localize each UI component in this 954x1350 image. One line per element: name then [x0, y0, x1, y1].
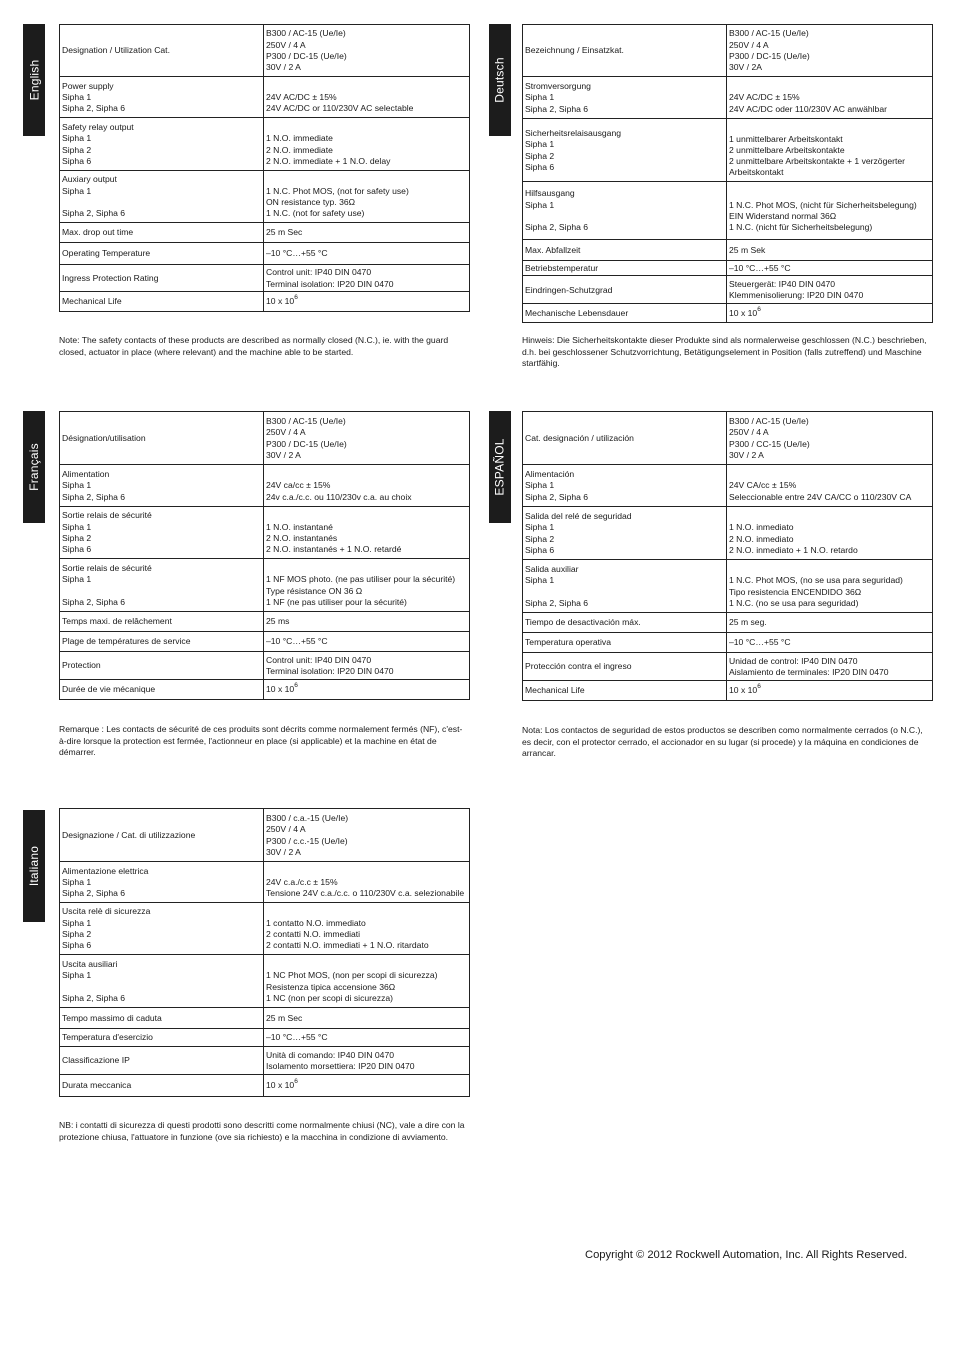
language-tab-english: [23, 24, 45, 136]
spec-value: 25 m Sec: [264, 223, 470, 243]
spec-value: [264, 680, 470, 700]
spec-label: Auxiary output Sipha 1 Sipha 2, Sipha 6: [60, 171, 264, 223]
spec-value: [727, 304, 933, 323]
spec-label: Plage de températures de service: [60, 632, 264, 652]
mechanical-life-base: 10 x 10: [266, 296, 295, 307]
spec-value: 1 N.O. inmediato 2 N.O. inmediato 2 N.O. inmediato + 1 N.O. retardo: [727, 507, 933, 560]
table-row: [60, 652, 470, 680]
language-tab-label: Deutsch: [493, 57, 508, 103]
mechanical-life-base: 10 x 10: [266, 684, 295, 695]
spec-label: Durata meccanica: [60, 1075, 264, 1097]
mechanical-life-base: 10 x 10: [729, 308, 758, 319]
spec-value: [264, 1075, 470, 1097]
table-row: [60, 955, 470, 1008]
spec-label: Max. Abfallzeit: [523, 240, 727, 261]
spec-value: 25 ms: [264, 612, 470, 632]
table-row: [523, 633, 933, 653]
spec-label: Classificazione IP: [60, 1047, 264, 1075]
spec-label: Sortie relais de sécurité Sipha 1 Sipha 2, Sipha 6: [60, 559, 264, 612]
language-tab-label: Français: [27, 443, 41, 491]
table-row: [60, 612, 470, 632]
spec-value: –10 °C…+55 °C: [264, 632, 470, 652]
language-tab-espanol: [489, 411, 511, 523]
spec-value: –10 °C…+55 °C: [727, 633, 933, 653]
spec-value: –10 °C…+55 °C: [264, 243, 470, 265]
spec-label: Stromversorgung Sipha 1 Sipha 2, Sipha 6: [523, 77, 727, 119]
spec-label: Tempo massimo di caduta: [60, 1008, 264, 1029]
spec-label: Eindringen-Schutzgrad: [523, 276, 727, 304]
safety-note: Nota: Los contactos de seguridad de estos productos se describen como normalmente cerrados (o N.C.), es decir, con el protector cerrado, el accionador en su lugar (si procede) y la máquina en condiciones de arrancar.: [522, 725, 923, 758]
table-row: [60, 862, 470, 903]
spec-label: Max. drop out time: [60, 223, 264, 243]
spec-value: 24V AC/DC ± 15% 24V AC/DC or 110/230V AC selectable: [264, 77, 470, 118]
spec-value: Unità di comando: IP40 DIN 0470 Isolamento morsettiera: IP20 DIN 0470: [264, 1047, 470, 1075]
table-row: [60, 1075, 470, 1097]
table-row: [60, 243, 470, 265]
spec-label: Salida auxiliar Sipha 1 Sipha 2, Sipha 6: [523, 560, 727, 613]
safety-note: NB: i contatti di sicurezza di questi prodotti sono descritti come normalmente chiusi (NC), vale a dire con la protezione chiusa, l'attuatore in funzione (ove sia richiesto) e la macchina in condizione di avviamento.: [59, 1120, 465, 1142]
table-row: [60, 292, 470, 312]
spec-label: Temps maxi. de relâchement: [60, 612, 264, 632]
table-row: [60, 507, 470, 559]
table-row: [523, 465, 933, 507]
table-row: [60, 1008, 470, 1029]
table-row: [60, 118, 470, 171]
spec-value: 1 N.O. instantané 2 N.O. instantanés 2 N.O. instantanés + 1 N.O. retardé: [264, 507, 470, 559]
table-row: [523, 240, 933, 261]
language-tab-label: English: [27, 59, 42, 101]
spec-label: Hilfsausgang Sipha 1 Sipha 2, Sipha 6: [523, 182, 727, 240]
spec-label: Mechanical Life: [523, 681, 727, 701]
table-row: [523, 653, 933, 681]
spec-label: Sortie relais de sécurité Sipha 1 Sipha 2 Sipha 6: [60, 507, 264, 559]
spec-value: 1 NF MOS photo. (ne pas utiliser pour la sécurité) Type résistance ON 36 Ω 1 NF (ne pas utiliser pour la sécurité): [264, 559, 470, 612]
table-row: [60, 809, 470, 862]
safety-note: Hinweis: Die Sicherheitskontakte dieser Produkte sind als normalerweise geschlossen (N.C.) beschrieben, d.h. bei geschlossener Schutzvorrichtung, Betätigungselement in Position (falls zutreffend) und Maschine startfähig.: [522, 335, 927, 368]
table-row: [60, 632, 470, 652]
spec-value: 24V CA/cc ± 15% Seleccionable entre 24V CA/CC o 110/230V CA: [727, 465, 933, 507]
spec-label: Sicherheitsrelaisausgang Sipha 1 Sipha 2 Sipha 6: [523, 119, 727, 182]
spec-value: 1 N.C. Phot MOS, (nicht für Sicherheitsbelegung) EIN Widerstand normal 36Ω 1 N.C. (nicht für Sicherheitsbelegung): [727, 182, 933, 240]
spec-label: Uscita ausiliari Sipha 1 Sipha 2, Sipha 6: [60, 955, 264, 1008]
safety-note: Note: The safety contacts of these products are described as normally closed (N.C.), ie. with the guard closed, actuator in place (where relevant) and the machine able to be started.: [59, 335, 449, 357]
spec-label: Temperatura operativa: [523, 633, 727, 653]
mechanical-life-base: 10 x 10: [266, 1080, 295, 1091]
spec-value: 1 unmittelbarer Arbeitskontakt 2 unmittelbare Arbeitskontakte 2 unmittelbare Arbeitskontakte + 1 verzögerter Arbeitskontakt: [727, 119, 933, 182]
spec-label: Mechanical Life: [60, 292, 264, 312]
language-tab-label: Italiano: [27, 845, 42, 887]
spec-table: [59, 24, 470, 312]
table-row: [60, 223, 470, 243]
mechanical-life-exponent: 6: [294, 1078, 298, 1086]
language-tab-italiano: [23, 810, 45, 922]
table-row: [60, 559, 470, 612]
table-row: [60, 412, 470, 465]
language-tab-label: ESPAÑOL: [493, 438, 508, 496]
spec-value: Steuergerät: IP40 DIN 0470 Klemmenisolierung: IP20 DIN 0470: [727, 276, 933, 304]
spec-value: 24V AC/DC ± 15% 24V AC/DC oder 110/230V AC anwählbar: [727, 77, 933, 119]
spec-value: 25 m Sek: [727, 240, 933, 261]
table-row: [523, 304, 933, 323]
spec-value: B300 / AC-15 (Ue/Ie) 250V / 4 A P300 / DC-15 (Ue/Ie) 30V / 2 A: [264, 25, 470, 77]
spec-table: [59, 411, 470, 700]
spec-value: 1 NC Phot MOS, (non per scopi di sicurezza) Resistenza tipica accensione 36Ω 1 NC (non per scopi di sicurezza): [264, 955, 470, 1008]
spec-value: B300 / AC-15 (Ue/Ie) 250V / 4 A P300 / DC-15 (Ue/Ie) 30V / 2 A: [264, 412, 470, 465]
spec-value: 1 N.O. immediate 2 N.O. immediate 2 N.O. immediate + 1 N.O. delay: [264, 118, 470, 171]
spec-label: Bezeichnung / Einsatzkat.: [523, 25, 727, 77]
spec-label: Uscita relè di sicurezza Sipha 1 Sipha 2 Sipha 6: [60, 903, 264, 955]
table-row: [523, 77, 933, 119]
spec-value: 1 contatto N.O. immediato 2 contatti N.O. immediati 2 contatti N.O. immediati + 1 N.O. ritardato: [264, 903, 470, 955]
spec-label: Operating Temperature: [60, 243, 264, 265]
spec-value: –10 °C…+55 °C: [727, 261, 933, 276]
mechanical-life-exponent: 6: [757, 683, 761, 691]
language-tab-francais: [23, 411, 45, 523]
spec-value: 24V c.a./c.c ± 15% Tensione 24V c.a./c.c. o 110/230V c.a. selezionabile: [264, 862, 470, 903]
language-tab-deutsch: [489, 24, 511, 136]
table-row: [60, 265, 470, 292]
spec-value: B300 / AC-15 (Ue/Ie) 250V / 4 A P300 / DC-15 (Ue/Ie) 30V / 2A: [727, 25, 933, 77]
spec-label: Power supply Sipha 1 Sipha 2, Sipha 6: [60, 77, 264, 118]
spec-value: [727, 681, 933, 701]
mechanical-life-base: 10 x 10: [729, 685, 758, 696]
table-row: [523, 261, 933, 276]
spec-table: [522, 411, 933, 701]
table-row: [523, 613, 933, 633]
mechanical-life-exponent: 6: [294, 682, 298, 690]
spec-label: Tiempo de desactivación máx.: [523, 613, 727, 633]
spec-label: Alimentation Sipha 1 Sipha 2, Sipha 6: [60, 465, 264, 507]
spec-label: Alimentazione elettrica Sipha 1 Sipha 2, Sipha 6: [60, 862, 264, 903]
safety-note: Remarque : Les contacts de sécurité de ces produits sont décrits comme normalement fermés (NF), c'est-à-dire lorsque la protection est fermée, l'actionneur en place (si applicable) et la machine en état de démarrer.: [59, 724, 463, 757]
copyright-notice: Copyright © 2012 Rockwell Automation, Inc. All Rights Reserved.: [585, 1249, 908, 1261]
spec-value: 25 m Sec: [264, 1008, 470, 1029]
mechanical-life-exponent: 6: [294, 294, 298, 302]
spec-value: Control unit: IP40 DIN 0470 Terminal isolation: IP20 DIN 0470: [264, 652, 470, 680]
spec-label: Durée de vie mécanique: [60, 680, 264, 700]
spec-label: Betriebstemperatur: [523, 261, 727, 276]
table-row: [60, 1029, 470, 1047]
table-row: [523, 276, 933, 304]
spec-table: [522, 24, 933, 323]
spec-label: Safety relay output Sipha 1 Sipha 2 Sipha 6: [60, 118, 264, 171]
spec-label: Designation / Utilization Cat.: [60, 25, 264, 77]
table-row: [523, 182, 933, 240]
spec-value: 24V ca/cc ± 15% 24v c.a./c.c. ou 110/230v c.a. au choix: [264, 465, 470, 507]
table-row: [523, 412, 933, 465]
spec-label: Mechanische Lebensdauer: [523, 304, 727, 323]
spec-value: –10 °C…+55 °C: [264, 1029, 470, 1047]
mechanical-life-exponent: 6: [757, 306, 761, 314]
spec-label: Cat. designación / utilización: [523, 412, 727, 465]
spec-value: B300 / AC-15 (Ue/Ie) 250V / 4 A P300 / CC-15 (Ue/Ie) 30V / 2 A: [727, 412, 933, 465]
table-row: [60, 680, 470, 700]
table-row: [60, 25, 470, 77]
table-row: [523, 119, 933, 182]
table-row: [60, 77, 470, 118]
spec-label: Alimentación Sipha 1 Sipha 2, Sipha 6: [523, 465, 727, 507]
spec-label: Désignation/utilisation: [60, 412, 264, 465]
table-row: [60, 465, 470, 507]
table-row: [523, 560, 933, 613]
table-row: [523, 507, 933, 560]
table-row: [523, 681, 933, 701]
spec-value: Control unit: IP40 DIN 0470 Terminal isolation: IP20 DIN 0470: [264, 265, 470, 292]
table-row: [60, 1047, 470, 1075]
table-row: [523, 25, 933, 77]
spec-value: [264, 292, 470, 312]
spec-label: Protección contra el ingreso: [523, 653, 727, 681]
spec-table: [59, 808, 470, 1097]
spec-value: Unidad de control: IP40 DIN 0470 Aislamiento de terminales: IP20 DIN 0470: [727, 653, 933, 681]
spec-value: B300 / c.a.-15 (Ue/Ie) 250V / 4 A P300 / c.c.-15 (Ue/Ie) 30V / 2 A: [264, 809, 470, 862]
spec-value: 1 N.C. Phot MOS, (not for safety use) ON resistance typ. 36Ω 1 N.C. (not for safety use): [264, 171, 470, 223]
table-row: [60, 903, 470, 955]
spec-value: 1 N.C. Phot MOS, (no se usa para seguridad) Tipo resistencia ENCENDIDO 36Ω 1 N.C. (no se usa para seguridad): [727, 560, 933, 613]
spec-value: 25 m seg.: [727, 613, 933, 633]
spec-label: Salida del relé de seguridad Sipha 1 Sipha 2 Sipha 6: [523, 507, 727, 560]
spec-label: Temperatura d'esercizio: [60, 1029, 264, 1047]
spec-label: Protection: [60, 652, 264, 680]
spec-label: Designazione / Cat. di utilizzazione: [60, 809, 264, 862]
table-row: [60, 171, 470, 223]
spec-label: Ingress Protection Rating: [60, 265, 264, 292]
